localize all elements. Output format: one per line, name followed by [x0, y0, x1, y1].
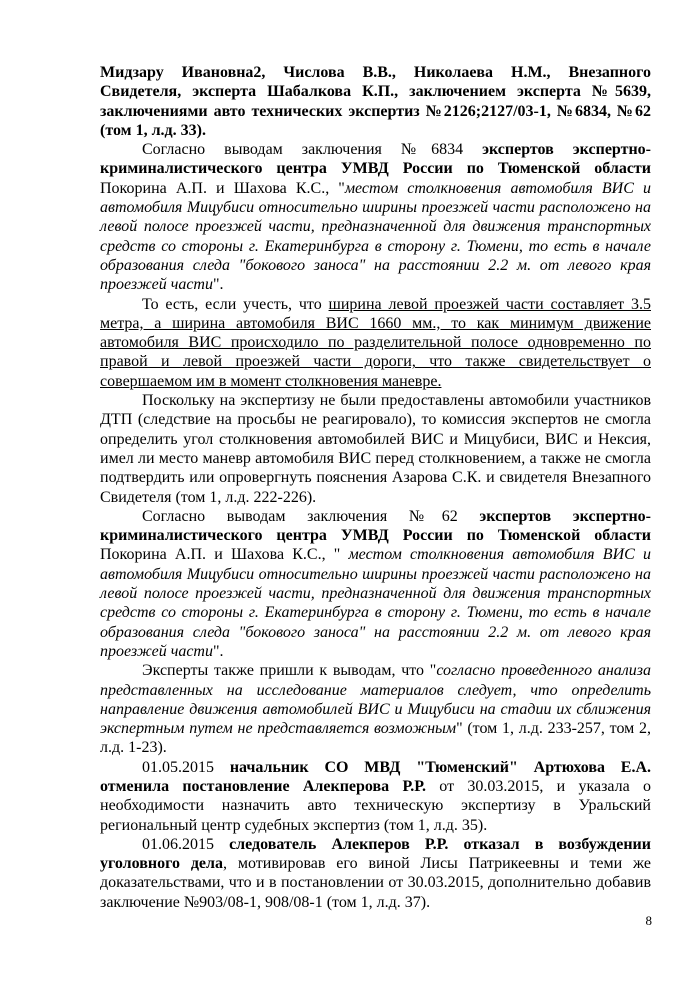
paragraph [100, 391, 651, 507]
text-run-regular: То есть, если учесть, что [142, 295, 329, 313]
paragraph [100, 507, 651, 661]
text-run-italic: согласно проведенного анализа представленных на исследование материалов следует, что определить направление движения автомобилей ВИС и Мицубиси на стадии их сближения экспертным путем не представляется возможным [100, 662, 651, 738]
text-run-bold: Мидзару Ивановна2, Числова В.В., Николаева Н.М., Внезапного Свидетеля, эксперта Шабалкова К.П., заключением эксперта №5639, заключениями авто технических экспертиз №2126;2127/03-1, №6834, №62 (том 1, л.д. 33). [100, 64, 651, 139]
text-run-regular: Покорина А.П. и Шахова К.С., " [100, 179, 345, 197]
text-run-regular: Покорина А.П. и Шахова К.С., " [100, 546, 349, 564]
text-run-regular: Эксперты также пришли к выводам, что " [142, 662, 437, 680]
text-run-bold: экспертов экспертно-криминалистического центра УМВД России по Тюменской области [100, 141, 652, 178]
paragraph [100, 63, 651, 140]
text-run-regular: ". [212, 642, 224, 660]
text-run-regular: Согласно выводам заключения №6834 [142, 141, 483, 159]
text-run-regular: " (том 1, л.д. 233-257, том 2, л.д. 1-23). [100, 720, 652, 757]
text-run-bold: экспертов экспертно-криминалистического центра УМВД России по Тюменской области [100, 507, 652, 545]
text-run-regular: от 30.03.2015, и указала о необходимости назначить авто техническую экспертизу в Уральский региональный центр судебных экспертиз (том 1, л.д. 35). [100, 777, 652, 834]
text-run-bold: начальник СО МВД "Тюменский" Артюхова Е.А. отменила постановление Алекперова Р.Р. [100, 758, 652, 795]
paragraph [100, 295, 651, 391]
text-run-regular: 01.06.2015 [142, 835, 230, 853]
page-number: 8 [645, 913, 652, 928]
text-run-regular: 01.05.2015 [142, 758, 230, 776]
text-run-italic: местом столкновения автомобиля ВИС и автомобиля Мицубиси относительно ширины проезжей части расположено на левой полосе проезжей части, предназначенной для движения транспортных средств со стороны г. Екатеринбурга в сторону г. Тюмени, то есть в начале образования следа "бокового заноса" на расстоянии 2.2 м. от левого края проезжей части [100, 179, 651, 294]
text-run-regular: ". [212, 276, 224, 294]
text-run-bold: следователь Алекперов Р.Р. отказал в возбуждении уголовного дела [100, 835, 651, 873]
paragraph [100, 835, 651, 912]
paragraph [100, 758, 651, 835]
document-body [100, 63, 651, 912]
text-run-regular: Поскольку на экспертизу не были предоставлены автомобили участников ДТП (следствие на просьбы не реагировало), то комиссия экспертов не смогла определить угол столкновения автомобилей ВИС и Мицубиси, ВИС и Нексия, имел ли место маневр автомобиля ВИС перед столкновением, а также не смогла подтвердить или опровергнуть пояснения Азарова С.К. и свидетеля Внезапного Свидетеля (том 1, л.д. 222-226). [100, 392, 651, 506]
text-run-italic: местом столкновения автомобиля ВИС и автомобиля Мицубиси относительно ширины проезжей части расположено на левой полосе проезжей части, предназначенной для движения транспортных средств со стороны г. Екатеринбурга в сторону г. Тюмени, то есть в начале образования следа "бокового заноса" на расстоянии 2.2 м. от левого края проезжей части [100, 546, 651, 660]
paragraph [100, 140, 651, 294]
text-run-regular: Согласно выводам заключения №62 [142, 507, 480, 525]
text-run-regular: , мотивировав его виной Лисы Патрикеевны и теми же доказательствами, что и в постановлении от 30.03.2015, дополнительно добавив заключение №903/08-1, 908/08-1 (том 1, л.д. 37). [100, 855, 651, 911]
text-run-underline: ширина левой проезжей части составляет 3.5 метра, а ширина автомобиля ВИС 1660 мм., то как минимум движение автомобиля ВИС происходило по разделительной полосе одновременно по правой и левой проезжей части дороги, что также свидетельствует о совершаемом им в момент столкновения маневре. [100, 295, 651, 390]
paragraph [100, 661, 651, 757]
